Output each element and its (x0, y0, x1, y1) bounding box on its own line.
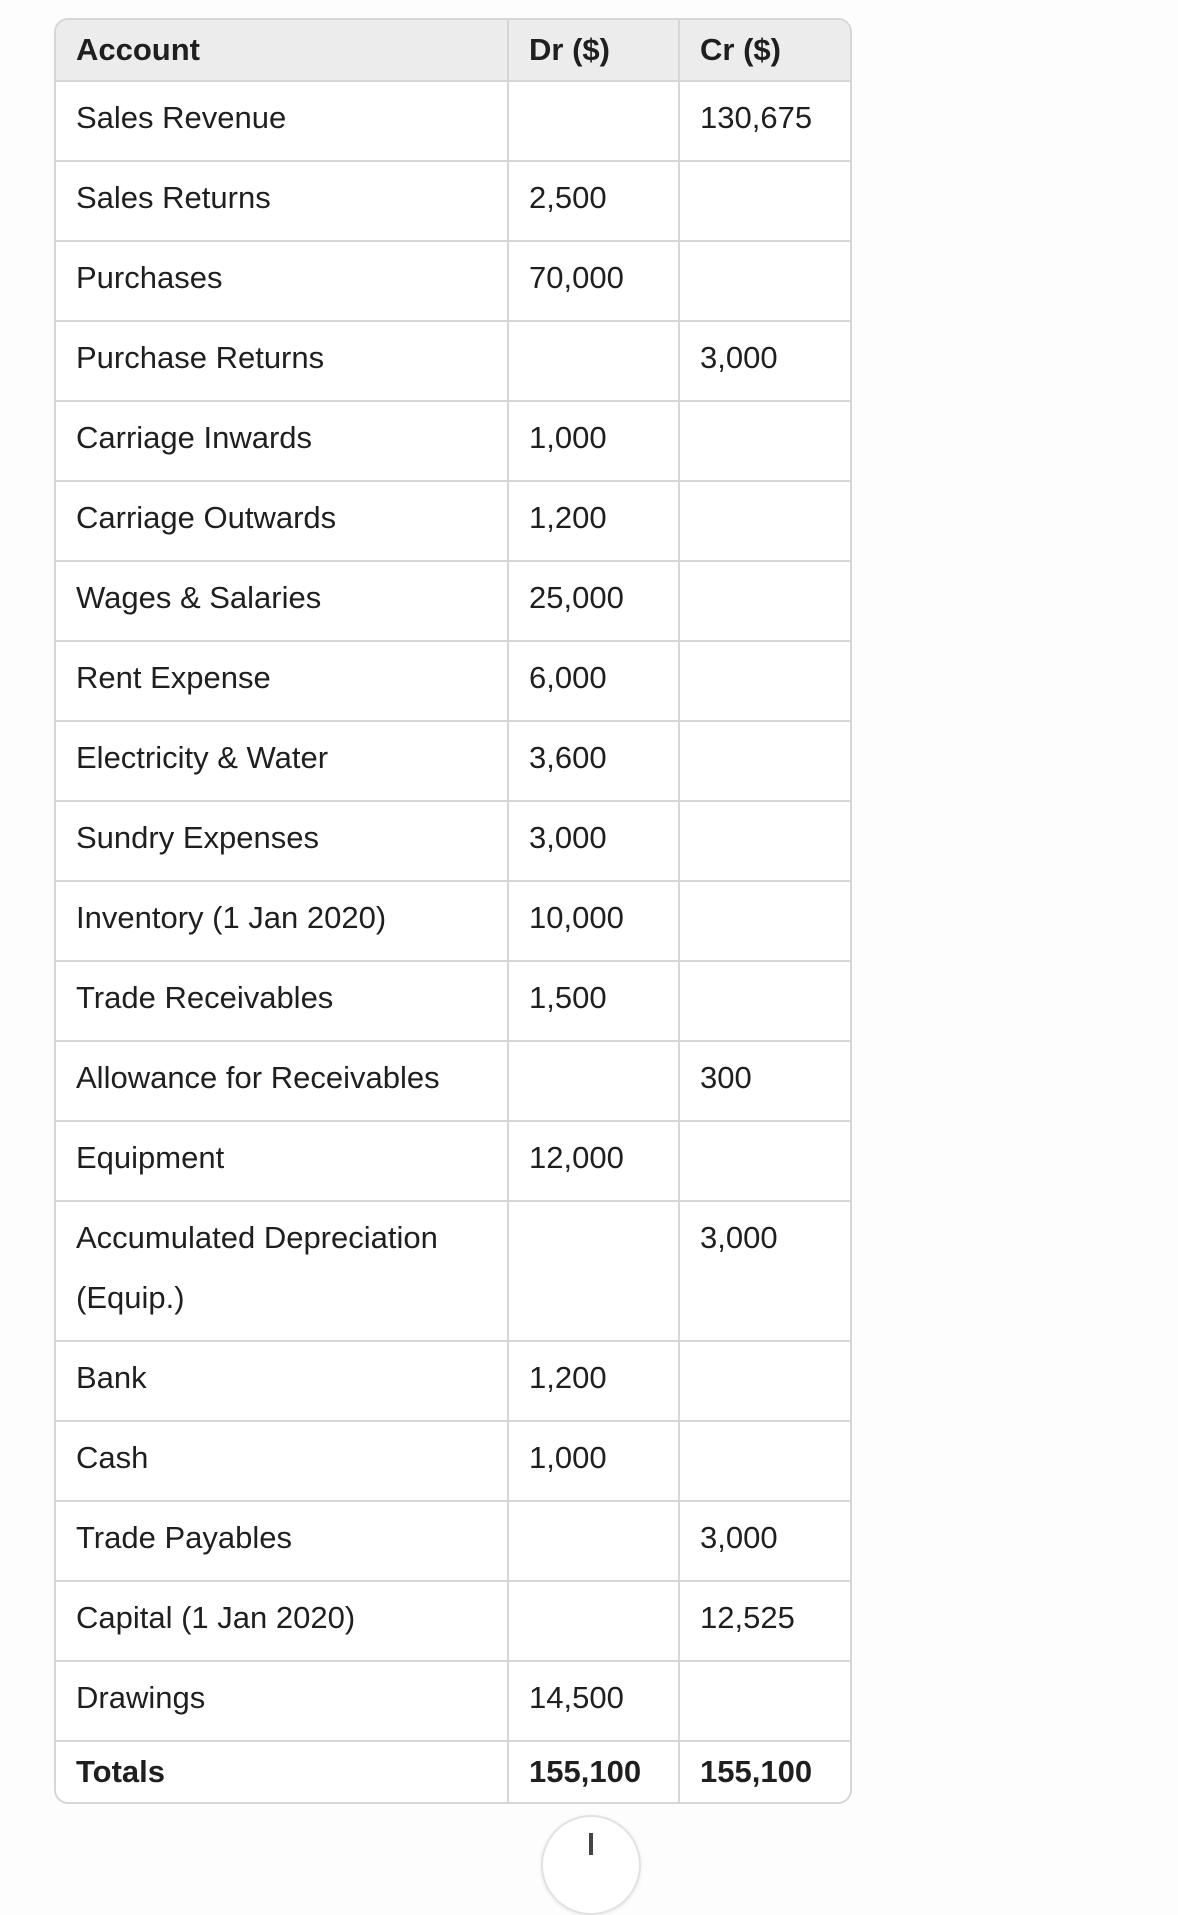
totals-row (56, 1741, 850, 1802)
cr-cell: 130,675 (679, 81, 850, 161)
cr-cell (679, 481, 850, 561)
account-cell: Trade Receivables (56, 961, 508, 1041)
table-row (56, 721, 850, 801)
cr-cell (679, 1121, 850, 1201)
account-cell: Purchases (56, 241, 508, 321)
cr-cell: 3,000 (679, 1501, 850, 1581)
dr-cell: 1,500 (508, 961, 679, 1041)
dr-cell: 2,500 (508, 161, 679, 241)
dr-cell: 1,200 (508, 481, 679, 561)
dr-cell: 1,000 (508, 1421, 679, 1501)
cr-cell (679, 1661, 850, 1741)
table-row (56, 561, 850, 641)
arrow-down-icon (589, 1833, 593, 1855)
cr-cell: 300 (679, 1041, 850, 1121)
table-row (56, 961, 850, 1041)
table-row (56, 801, 850, 881)
header-account: Account (56, 20, 508, 81)
cr-cell (679, 561, 850, 641)
account-cell: Purchase Returns (56, 321, 508, 401)
totals-dr: 155,100 (508, 1741, 679, 1802)
account-cell: Electricity & Water (56, 721, 508, 801)
dr-cell: 14,500 (508, 1661, 679, 1741)
table-row (56, 161, 850, 241)
cr-cell (679, 881, 850, 961)
table-row (56, 401, 850, 481)
table-row (56, 641, 850, 721)
account-cell: Sundry Expenses (56, 801, 508, 881)
table-row (56, 1201, 850, 1341)
cr-cell (679, 641, 850, 721)
account-cell: Equipment (56, 1121, 508, 1201)
table-row (56, 481, 850, 561)
trial-balance-table-container (54, 18, 852, 1804)
dr-cell: 25,000 (508, 561, 679, 641)
cr-cell (679, 961, 850, 1041)
cr-cell (679, 801, 850, 881)
dr-cell: 1,200 (508, 1341, 679, 1421)
trial-balance-table (56, 20, 850, 1802)
account-cell: Drawings (56, 1661, 508, 1741)
cr-cell (679, 401, 850, 481)
dr-cell (508, 321, 679, 401)
table-row (56, 1341, 850, 1421)
table-row (56, 81, 850, 161)
dr-cell: 1,000 (508, 401, 679, 481)
account-cell: Carriage Inwards (56, 401, 508, 481)
cr-cell (679, 1341, 850, 1421)
table-row (56, 321, 850, 401)
account-cell: Trade Payables (56, 1501, 508, 1581)
account-cell: Rent Expense (56, 641, 508, 721)
table-row (56, 241, 850, 321)
table-row (56, 1501, 850, 1581)
table-row (56, 1581, 850, 1661)
cr-cell: 12,525 (679, 1581, 850, 1661)
dr-cell: 3,600 (508, 721, 679, 801)
dr-cell (508, 1581, 679, 1661)
dr-cell (508, 1501, 679, 1581)
table-row (56, 881, 850, 961)
cr-cell (679, 721, 850, 801)
table-header-row (56, 20, 850, 81)
dr-cell: 12,000 (508, 1121, 679, 1201)
cr-cell (679, 1421, 850, 1501)
dr-cell (508, 1041, 679, 1121)
header-cr: Cr ($) (679, 20, 850, 81)
account-cell: Wages & Salaries (56, 561, 508, 641)
account-cell: Capital (1 Jan 2020) (56, 1581, 508, 1661)
table-row (56, 1421, 850, 1501)
dr-cell: 70,000 (508, 241, 679, 321)
account-cell: Accumulated Depreciation (Equip.) (56, 1201, 508, 1341)
account-cell: Cash (56, 1421, 508, 1501)
account-cell: Inventory (1 Jan 2020) (56, 881, 508, 961)
dr-cell (508, 1201, 679, 1341)
dr-cell: 10,000 (508, 881, 679, 961)
table-row (56, 1121, 850, 1201)
cr-cell (679, 241, 850, 321)
account-cell: Carriage Outwards (56, 481, 508, 561)
table-row (56, 1041, 850, 1121)
dr-cell: 3,000 (508, 801, 679, 881)
scroll-down-button[interactable] (541, 1815, 641, 1915)
header-dr: Dr ($) (508, 20, 679, 81)
totals-cr: 155,100 (679, 1741, 850, 1802)
totals-label: Totals (56, 1741, 508, 1802)
dr-cell: 6,000 (508, 641, 679, 721)
account-cell: Bank (56, 1341, 508, 1421)
table-row (56, 1661, 850, 1741)
cr-cell (679, 161, 850, 241)
cr-cell: 3,000 (679, 1201, 850, 1341)
cr-cell: 3,000 (679, 321, 850, 401)
account-cell: Allowance for Receivables (56, 1041, 508, 1121)
account-cell: Sales Returns (56, 161, 508, 241)
account-cell: Sales Revenue (56, 81, 508, 161)
dr-cell (508, 81, 679, 161)
